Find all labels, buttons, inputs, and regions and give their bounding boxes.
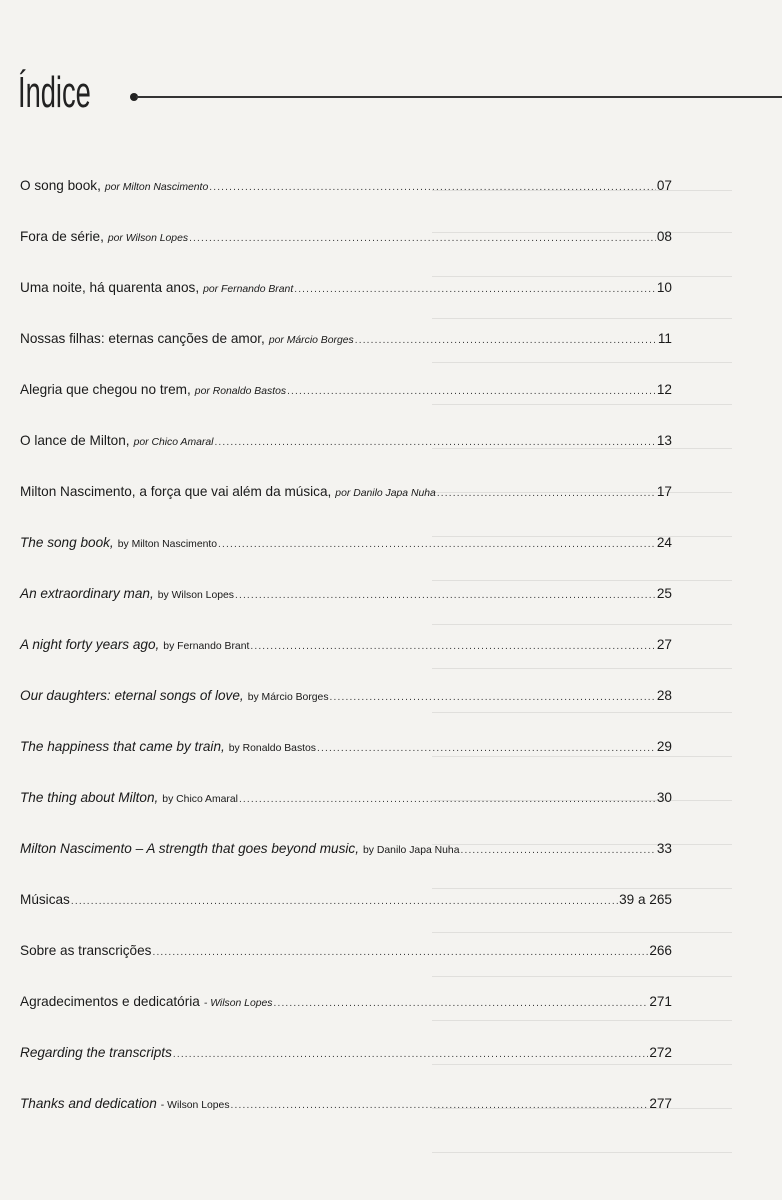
toc-entry-title: O song book, [20,178,101,193]
page-title: Índice [18,68,91,117]
toc-entry-title: An extraordinary man, [20,586,154,601]
dot-leader [231,1100,649,1111]
dot-leader [218,539,656,550]
toc-entry-title: Nossas filhas: eternas canções de amor, [20,331,265,346]
toc-entry-title: Milton Nascimento – A strength that goes beyond music, [20,841,360,856]
dot-leader [71,896,618,907]
toc-entry[interactable] [20,433,672,484]
toc-entry-author: by Wilson Lopes [157,590,234,601]
toc-entry[interactable] [20,178,672,229]
toc-entry-title: Agradecimentos e dedicatória [20,994,200,1009]
dot-leader [317,743,656,754]
toc-entry-author: by Fernando Brant [163,641,250,652]
dot-leader [250,641,656,652]
toc-entry-page-number: 30 [656,790,672,805]
toc-entry-title: Alegria que chegou no trem, [20,382,191,397]
toc-entry[interactable] [20,943,672,994]
toc-entry-page-number: 10 [656,280,672,295]
toc-entry-page-number: 07 [656,178,672,193]
toc-entry-title: Sobre as transcrições [20,943,152,958]
dot-leader [235,590,656,601]
toc-entry-page-number: 25 [656,586,672,601]
dot-leader [189,233,656,244]
toc-entry[interactable] [20,382,672,433]
toc-entry[interactable] [20,841,672,892]
toc-entry-author: by Danilo Japa Nuha [363,845,460,856]
toc-entry-title: Thanks and dedication [20,1096,157,1111]
toc-entry-author: by Márcio Borges [247,692,329,703]
toc-entry[interactable] [20,1096,672,1147]
toc-entry-title: A night forty years ago, [20,637,160,652]
dot-leader [437,488,656,499]
toc-entry-title: Our daughters: eternal songs of love, [20,688,244,703]
toc-entry-author: por Chico Amaral [133,437,214,448]
toc-entry-author: - Wilson Lopes [160,1100,230,1111]
dot-leader [287,386,656,397]
toc-entry-author: por Wilson Lopes [107,233,189,244]
toc-entry[interactable] [20,790,672,841]
toc-entry-page-number: 12 [656,382,672,397]
toc-entry-page-number: 29 [656,739,672,754]
toc-entry-page-number: 08 [656,229,672,244]
toc-entry-page-number: 266 [649,943,672,958]
dot-leader [209,182,656,193]
toc-entry-author: - Wilson Lopes [203,998,273,1009]
dot-leader [214,437,655,448]
toc-entry-page-number: 271 [649,994,672,1009]
toc-entry-page-number: 17 [656,484,672,499]
dot-leader [274,998,649,1009]
toc-entry-title: Regarding the transcripts [20,1045,172,1060]
toc-entry-author: por Danilo Japa Nuha [335,488,436,499]
toc-entry-title: The song book, [20,535,114,550]
toc-entry-page-number: 13 [656,433,672,448]
toc-entry[interactable] [20,892,672,943]
toc-entry[interactable] [20,229,672,280]
toc-entry-author: por Ronaldo Bastos [194,386,287,397]
table-of-contents [20,178,672,1147]
toc-entry-page-number: 27 [656,637,672,652]
dot-leader [330,692,656,703]
toc-entry[interactable] [20,739,672,790]
toc-entry-title: Milton Nascimento, a força que vai além da música, [20,484,332,499]
toc-entry-title: Uma noite, há quarenta anos, [20,280,200,295]
toc-entry-page-number: 24 [656,535,672,550]
title-rule [136,96,782,98]
toc-entry-title: The happiness that came by train, [20,739,225,754]
toc-entry-title: Músicas [20,892,70,907]
toc-entry-author: by Chico Amaral [162,794,238,805]
dot-leader [460,845,655,856]
toc-entry-title: The thing about Milton, [20,790,159,805]
toc-entry-author: by Milton Nascimento [117,539,218,550]
toc-entry-title: Fora de série, [20,229,104,244]
toc-entry[interactable] [20,1045,672,1096]
dot-leader [152,947,648,958]
dot-leader [239,794,656,805]
index-header [18,62,782,122]
dot-leader [355,335,657,346]
toc-entry[interactable] [20,994,672,1045]
toc-entry[interactable] [20,688,672,739]
toc-entry[interactable] [20,331,672,382]
toc-entry-title: O lance de Milton, [20,433,130,448]
toc-entry-page-number: 33 [656,841,672,856]
toc-entry[interactable] [20,280,672,331]
toc-entry-author: por Fernando Brant [203,284,294,295]
toc-entry[interactable] [20,586,672,637]
toc-entry-author: por Milton Nascimento [104,182,209,193]
toc-entry-page-number: 28 [656,688,672,703]
toc-entry-page-number: 272 [649,1045,672,1060]
toc-entry-author: por Márcio Borges [268,335,354,346]
toc-entry[interactable] [20,535,672,586]
toc-entry[interactable] [20,484,672,535]
toc-entry-page-number: 39 a 265 [619,892,672,907]
toc-entry[interactable] [20,637,672,688]
dot-leader [173,1049,648,1060]
toc-entry-author: by Ronaldo Bastos [228,743,317,754]
toc-entry-page-number: 277 [649,1096,672,1111]
toc-entry-page-number: 11 [657,331,672,346]
dot-leader [294,284,656,295]
